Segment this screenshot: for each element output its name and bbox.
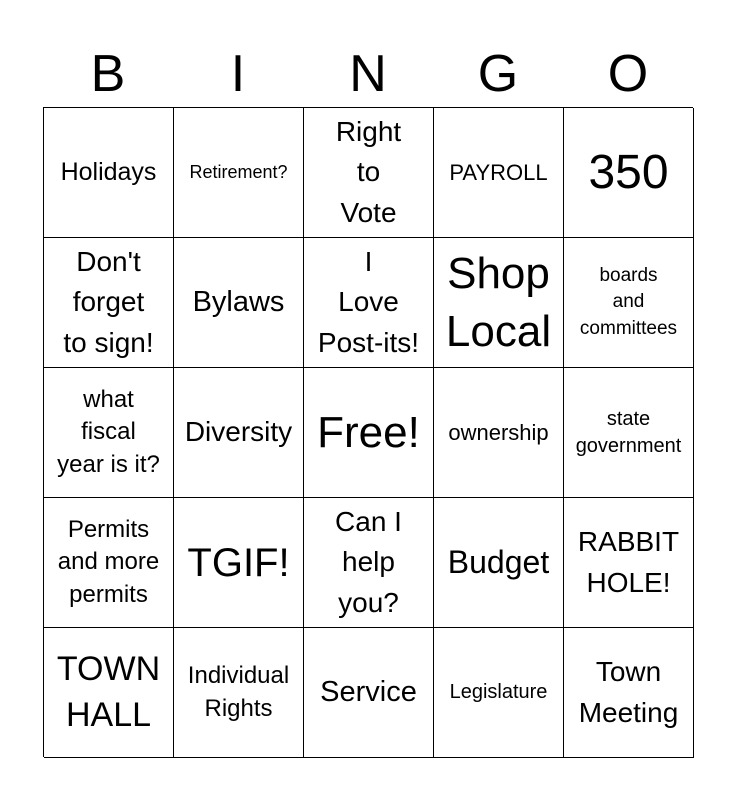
- cell-label: Don't forget to sign!: [63, 245, 154, 358]
- bingo-cell[interactable]: [44, 368, 174, 498]
- cell-label: TGIF!: [187, 540, 290, 585]
- bingo-cell[interactable]: [564, 238, 694, 368]
- cell-label: Permits and more permits: [57, 515, 160, 608]
- bingo-cell[interactable]: [304, 498, 434, 628]
- bingo-cell[interactable]: [304, 368, 434, 498]
- cell-label: PAYROLL: [449, 159, 548, 185]
- bingo-cell[interactable]: [44, 108, 174, 238]
- cell-label: Can I help you?: [335, 505, 402, 618]
- header-letter-i: I: [230, 45, 246, 103]
- cell-label: RABBIT HOLE!: [577, 525, 680, 598]
- bingo-header: [43, 40, 693, 108]
- bingo-cell[interactable]: [564, 368, 694, 498]
- cell-label: Legislature: [449, 681, 548, 703]
- bingo-cell[interactable]: [564, 108, 694, 238]
- bingo-cell[interactable]: [174, 108, 304, 238]
- cell-label: Holidays: [60, 157, 157, 186]
- cell-label: Free!: [317, 407, 420, 457]
- bingo-cell[interactable]: [174, 368, 304, 498]
- bingo-cell[interactable]: [44, 498, 174, 628]
- header-letter-b: B: [90, 45, 126, 103]
- cell-label: Right to Vote: [335, 115, 402, 228]
- cell-label: Budget: [447, 543, 550, 580]
- cell-label: Retirement?: [189, 161, 288, 182]
- bingo-cell[interactable]: [44, 628, 174, 758]
- cell-label: I Love Post-its!: [317, 245, 420, 358]
- bingo-cell[interactable]: [304, 108, 434, 238]
- bingo-cell[interactable]: [564, 498, 694, 628]
- cell-label: Shop Local: [445, 249, 552, 356]
- bingo-cell[interactable]: [434, 628, 564, 758]
- cell-label: 350: [588, 145, 669, 199]
- bingo-cell[interactable]: [174, 238, 304, 368]
- cell-label: state government: [575, 407, 682, 457]
- cell-label: boards and committees: [579, 264, 678, 339]
- bingo-cell[interactable]: [434, 368, 564, 498]
- cell-label: Individual Rights: [187, 662, 290, 722]
- cell-label: TOWN HALL: [56, 649, 161, 734]
- bingo-cell[interactable]: [174, 498, 304, 628]
- header-letter-g: G: [477, 45, 519, 103]
- bingo-cell[interactable]: [44, 238, 174, 368]
- bingo-cell[interactable]: [304, 628, 434, 758]
- cell-label: Town Meeting: [578, 655, 679, 728]
- cell-label: Service: [320, 675, 417, 708]
- bingo-cell[interactable]: [434, 238, 564, 368]
- header-letter-o: O: [607, 45, 649, 103]
- bingo-board: [43, 107, 693, 757]
- header-letter-n: N: [349, 45, 387, 103]
- bingo-cell[interactable]: [434, 108, 564, 238]
- bingo-cell[interactable]: [564, 628, 694, 758]
- cell-label: ownership: [448, 419, 549, 445]
- cell-label: Diversity: [184, 416, 293, 448]
- bingo-cell[interactable]: [174, 628, 304, 758]
- cell-label: Bylaws: [192, 285, 285, 318]
- bingo-cell[interactable]: [304, 238, 434, 368]
- cell-label: what fiscal year is it?: [57, 385, 160, 478]
- bingo-cell[interactable]: [434, 498, 564, 628]
